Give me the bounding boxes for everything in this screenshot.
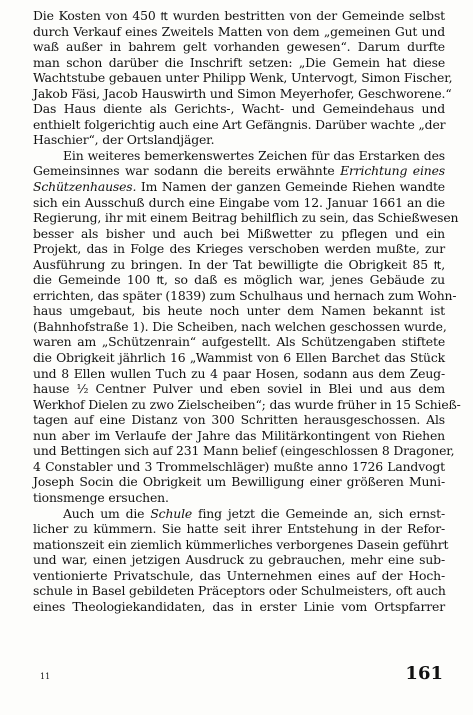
text-line: Haschier“, der Ortslandjäger. [33, 132, 215, 148]
text-line: man schon darüber die Inschrift setzen: „Die Gemein hat diese [33, 54, 445, 70]
text-line: Jakob Fäsi, Jacob Hauswirth und Simon Meyerhofer, Geschworene.“ [33, 85, 452, 101]
text-line: Auch um die Schule fing jetzt die Gemeinde an, sich ernst- [63, 505, 445, 521]
text-line: mationszeit ein ziemlich kümmerliches verborgenes Dasein geführt [33, 536, 449, 552]
text-line: hause ½ Centner Pulver und eben soviel in Blei und aus dem [33, 381, 445, 397]
text-line: besser als bisher und auch bei Mißwetter zu pflegen und ein [33, 225, 445, 241]
text-line: enthielt folgerichtig auch eine Art Gefängnis. Darüber wachte „der [33, 116, 446, 132]
text-line: tagen auf eine Distanz von 300 Schritten herausgeschossen. Als [33, 412, 445, 428]
text-line: Werkhof Dielen zu zwo Zielscheiben“; das wurde früher in 15 Schieß- [33, 396, 461, 412]
text-line: nun aber im Verlaufe der Jahre das Militärkontingent von Riehen [33, 427, 445, 443]
text-line: Gemeinsinnes war sodann die bereits erwähnte Errichtung eines [33, 163, 445, 179]
text-line: die Gemeinde 100 ₶, so daß es möglich war, jenes Gebäude zu [33, 272, 445, 288]
text-line: ventionierte Privatschule, das Unternehmen eines auf der Hoch- [33, 567, 445, 583]
text-line: und Bettingen sich auf 231 Mann belief (eingeschlossen 8 Dragoner, [33, 443, 455, 459]
text-line: sich ein Ausschuß durch eine Eingabe vom 12. Januar 1661 an die [33, 194, 445, 210]
page-number: 161 [405, 663, 443, 684]
text-line: Schützenhauses. Im Namen der ganzen Gemeinde Riehen wandte [33, 179, 445, 195]
sheet-signature: 11 [40, 672, 51, 681]
text-line: Wachtstube gebauen unter Philipp Wenk, Untervogt, Simon Fischer, [33, 70, 453, 86]
text-line: die Obrigkeit jährlich 16 „Wammist von 6 Ellen Barchet das Stück [33, 350, 445, 366]
text-line: Ausführung zu bringen. In der Tat bewilligte die Obrigkeit 85 ₶, [33, 256, 445, 272]
text-line: errichten, das später (1839) zum Schulhaus und hernach zum Wohn- [33, 287, 457, 303]
text-line: schule in Basel gebildeten Präceptors oder Schulmeisters, oft auch [33, 583, 446, 599]
text-line: Das Haus diente als Gerichts-, Wacht- und Gemeindehaus und [33, 101, 445, 117]
text-line: Projekt, das in Folge des Krieges verschoben werden mußte, zur [33, 241, 445, 257]
text-line: Die Kosten von 450 ₶ wurden bestritten von der Gemeinde selbst [33, 8, 445, 23]
text-line: haus umgebaut, bis heute noch unter dem Namen bekannt ist [33, 303, 445, 319]
text-line: eines Theologiekandidaten, das in erster Linie vom Ortspfarrer [33, 598, 445, 614]
text-line: licher zu kümmern. Sie hatte seit ihrer Entstehung in der Refor- [33, 521, 445, 537]
text-line: Joseph Socin die Obrigkeit um Bewilligung einer größeren Muni- [33, 474, 445, 490]
text-line: tionsmenge ersuchen. [33, 489, 169, 505]
text-line: Ein weiteres bemerkenswertes Zeichen für das Erstarken des [63, 147, 445, 163]
text-line: und 8 Ellen wullen Tuch zu 4 paar Hosen, sodann aus dem Zeug- [33, 365, 445, 381]
text-line: und war, einen jetzigen Ausdruck zu gebrauchen, mehr eine sub- [33, 552, 445, 568]
text-line: waß außer in bahrem gelt vorhanden gewesen“. Darum durfte [33, 39, 445, 55]
body-text [33, 8, 461, 614]
text-line: waren am „Schützenrain“ aufgestellt. Als Schützengaben stiftete [33, 334, 445, 350]
text-line: durch Verkauf eines Zweitels Matten von dem „gemeinen Gut und [33, 23, 445, 39]
text-line: (Bahnhofstraße 1). Die Scheiben, nach welchen geschossen wurde, [33, 318, 447, 334]
text-line: Regierung, ihr mit einem Beitrag behilflich zu sein, das Schießwesen [33, 210, 459, 226]
text-line: 4 Constabler und 3 Trommelschläger) mußte anno 1726 Landvogt [33, 458, 445, 474]
